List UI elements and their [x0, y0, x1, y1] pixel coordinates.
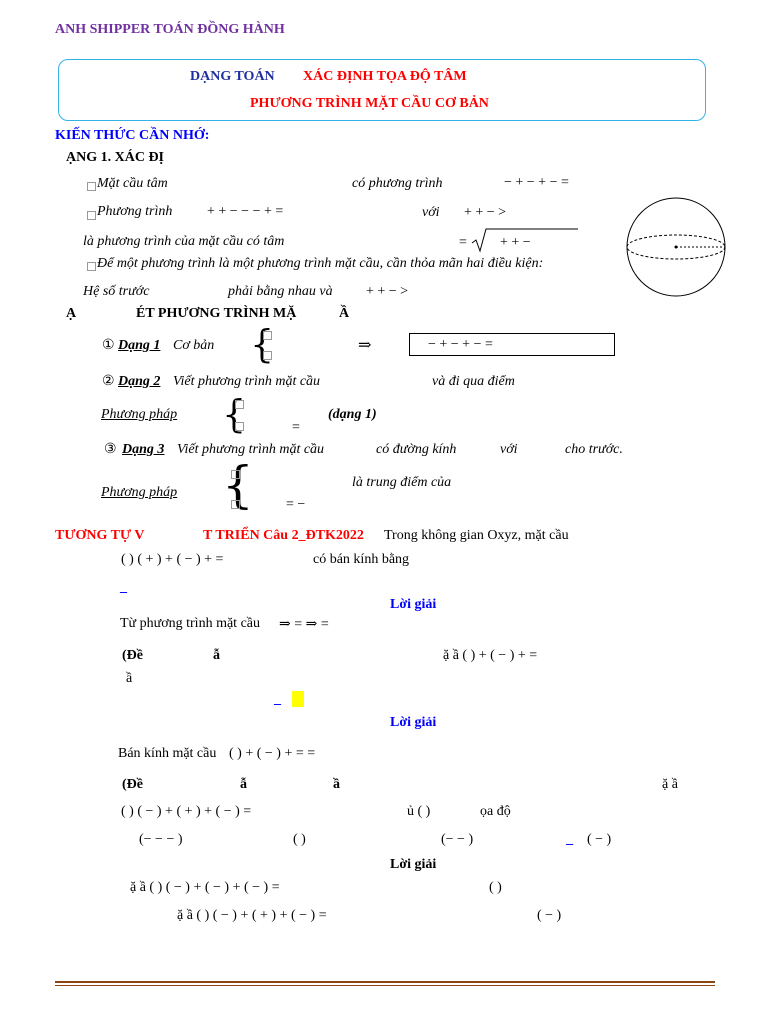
placeholder-icon	[235, 422, 244, 431]
dang3-num: ③	[104, 442, 117, 457]
bullet-icon	[87, 182, 96, 191]
dang3-text-d: cho trước.	[565, 442, 623, 457]
option-b[interactable]: ( )	[293, 832, 306, 847]
q1-tail: có bán kính bằng	[313, 552, 410, 567]
option-a[interactable]: (− − − )	[139, 832, 183, 847]
row5-text-b: phải bằng nhau và	[228, 284, 333, 299]
sol1-ops: ⇒ = ⇒ =	[279, 617, 329, 632]
placeholder-icon	[235, 400, 244, 409]
q3-part-f: ọa độ	[480, 804, 511, 819]
sol2-ops: ( ) + ( − ) + = =	[229, 746, 316, 761]
section2-heading-c: Ầ	[339, 306, 350, 321]
q3-part-c: ầ	[333, 777, 340, 792]
section2-heading-a: Ạ	[66, 306, 77, 321]
q1-equation: ( ) ( + ) + ( − ) + =	[121, 552, 224, 567]
sol1-text: Từ phương trình mặt cầu	[120, 616, 260, 631]
knowledge-heading: KIẾN THỨC CẦN NHỚ:	[55, 128, 210, 143]
row5-text: Hệ số trước	[83, 284, 150, 299]
sol3-line2-result: ( − )	[537, 908, 562, 923]
q2-prefix: (Đề	[122, 648, 143, 663]
placeholder-icon	[231, 500, 240, 509]
dang3-label: Dạng 3	[122, 442, 165, 457]
bullet-icon	[87, 211, 96, 220]
option-d-mark: _	[566, 832, 573, 847]
row2-ops2: + + − >	[464, 205, 507, 220]
highlight-mark	[292, 691, 304, 707]
row1-text-b: có phương trình	[352, 176, 443, 191]
row2-text-b: với	[422, 205, 440, 220]
sol2-text: Bán kính mặt cầu	[118, 746, 217, 761]
q3-equation: ( ) ( − ) + ( + ) + ( − ) =	[121, 804, 252, 819]
brace-icon: {	[222, 456, 254, 514]
method-label-3: Phương pháp	[101, 485, 178, 500]
option-d[interactable]: ( − )	[587, 832, 612, 847]
dang3-text-c: với	[500, 442, 518, 457]
row2-ops: + + − − − + =	[207, 204, 284, 219]
row3-ops: + + −	[500, 235, 531, 250]
footer-rule-thin	[55, 985, 715, 986]
row4-text: Để một phương trình là một phương trình mặt cầu, cần thỏa mãn hai điều kiện:	[97, 256, 544, 271]
sol3-line2: ặ ầ ( ) ( − ) + ( + ) + ( − ) =	[177, 908, 327, 923]
dang3-mid: là trung điểm của	[352, 475, 452, 490]
problems-heading-a: TƯƠNG TỰ V	[55, 528, 145, 543]
section1-heading: ẠNG 1. XÁC ĐỊ	[66, 150, 164, 165]
box-ops: − + − + − =	[428, 337, 493, 352]
row1-text: Mặt cầu tâm	[97, 176, 168, 191]
brace-icon: {	[250, 322, 275, 366]
bullet-icon	[87, 262, 96, 271]
dang3-text: Viết phương trình mặt cầu	[177, 442, 325, 457]
sphere-illustration	[624, 196, 728, 298]
dang2-num: ②	[102, 374, 115, 389]
q2-part-b: ẫ	[213, 648, 220, 663]
answer-mark: _	[120, 580, 127, 595]
dang2-text-b: và đi qua điểm	[432, 374, 515, 389]
brace-icon: {	[222, 392, 247, 436]
section2-heading-b: ÉT PHƯƠNG TRÌNH MẶ	[136, 306, 297, 321]
sol3-line1: ặ ầ ( ) ( − ) + ( − ) + ( − ) =	[130, 880, 280, 895]
dang1-num: ①	[102, 338, 115, 353]
q3-part-e: ủ ( )	[407, 804, 431, 819]
implies-icon: ⇒	[358, 337, 372, 354]
dang1-label: Dạng 1	[118, 338, 161, 353]
q3-part-d: ặ ầ	[662, 777, 678, 792]
problems-heading-b: T TRIỂN Câu 2_ĐTK2022	[203, 528, 364, 543]
solution-label-1: Lời giải	[390, 597, 437, 612]
row3-eq: =	[459, 235, 467, 250]
placeholder-icon	[263, 351, 272, 360]
title-dang-toan: DẠNG TOÁN	[190, 69, 275, 84]
q2-part-d: ầ	[126, 671, 133, 686]
dang2-note: (dạng 1)	[328, 407, 377, 422]
row1-ops: − + − + − =	[504, 175, 569, 190]
dang1-text: Cơ bản	[173, 338, 215, 353]
q3-part-b: ẫ	[240, 777, 247, 792]
placeholder-icon	[231, 470, 240, 479]
q2-equation: ặ ầ ( ) + ( − ) + =	[443, 648, 538, 663]
dang3-eq: = −	[286, 497, 306, 512]
row2-text: Phương trình	[97, 204, 173, 219]
sol3-line1-result: ( )	[489, 880, 502, 895]
dang2-eq: =	[292, 420, 300, 435]
answer-mark-2: _	[274, 692, 281, 707]
placeholder-icon	[263, 331, 272, 340]
title-phuong-trinh: PHƯƠNG TRÌNH MẶT CẦU CƠ BẢN	[250, 96, 489, 111]
q1-text: Trong không gian Oxyz, mặt cầu	[384, 528, 569, 543]
footer-rule	[55, 981, 715, 983]
row3-text: là phương trình của mặt cầu có tâm	[83, 234, 285, 249]
dang2-label: Dạng 2	[118, 374, 161, 389]
solution-label-2: Lời giải	[390, 715, 437, 730]
brand-header: ANH SHIPPER TOÁN ĐỒNG HÀNH	[55, 22, 285, 37]
dang3-text-b: có đường kính	[376, 442, 457, 457]
option-c[interactable]: (− − )	[441, 832, 474, 847]
method-label: Phương pháp	[101, 407, 178, 422]
title-xac-dinh: XÁC ĐỊNH TỌA ĐỘ TÂM	[303, 69, 467, 84]
q3-prefix: (Đề	[122, 777, 143, 792]
row5-ops: + + − >	[366, 284, 409, 299]
solution-label-3: Lời giải	[390, 857, 437, 872]
dang2-text: Viết phương trình mặt cầu	[173, 374, 321, 389]
